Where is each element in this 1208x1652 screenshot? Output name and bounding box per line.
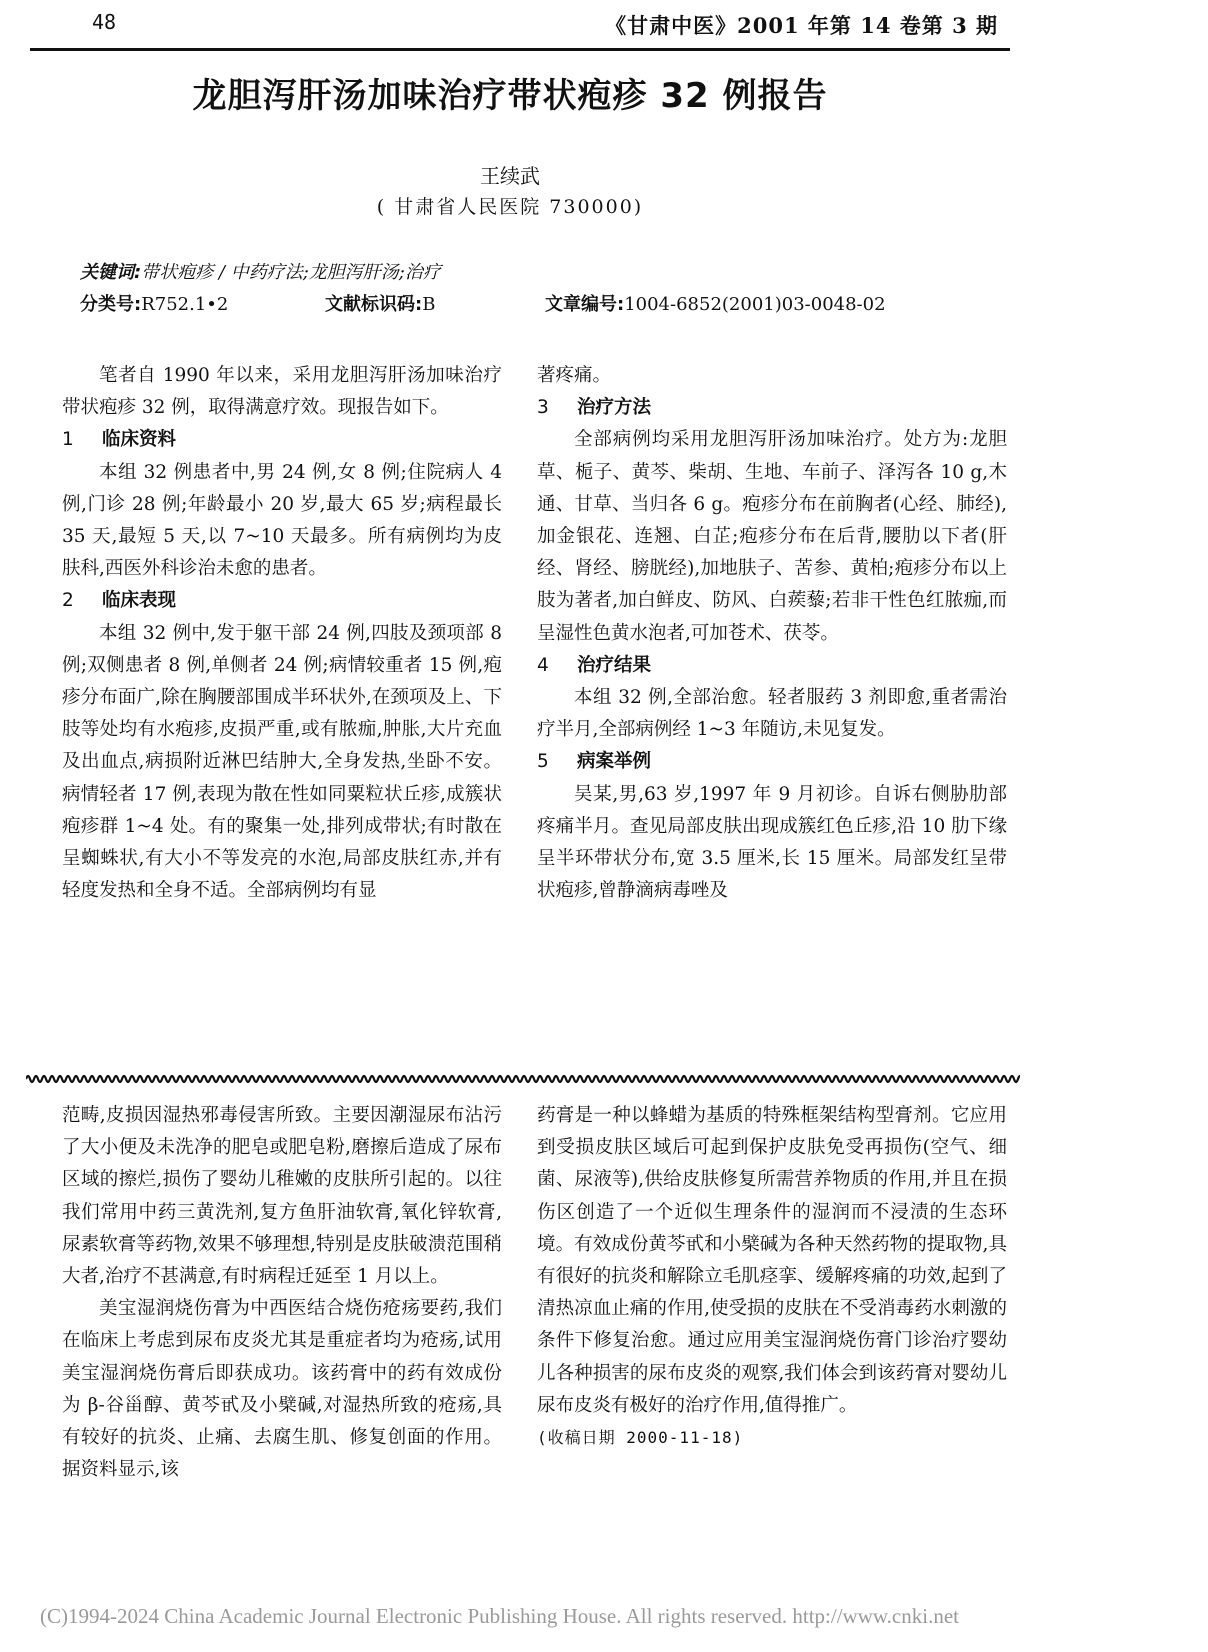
section-number: 5 [537, 751, 549, 773]
article-title: 龙胆泻肝汤加味治疗带状疱疹 32 例报告 [192, 76, 828, 116]
section-paragraph: 本组 32 例,全部治愈。轻者服药 3 剂即愈,重者需治疗半月,全部病例经 1~3 年随访,未见复发。 [537, 687, 1007, 741]
journal-header: 《甘肃中医》2001 年第 14 卷第 3 期 [605, 13, 998, 38]
received-date: (收稿日期 2000-11-18) [537, 1428, 744, 1448]
article-number-label: 文章编号: [545, 294, 625, 315]
section-heading [537, 392, 1007, 424]
header-rule [30, 48, 1010, 51]
section-title: 治疗结果 [577, 654, 652, 676]
section-number: 3 [537, 397, 549, 419]
wavy-divider [26, 1072, 1020, 1086]
document-code-value: B [422, 294, 436, 315]
section-heading [62, 585, 502, 617]
document-code-line [325, 290, 435, 316]
section-number: 1 [62, 429, 74, 451]
prev-paragraph-continued: 药膏是一种以蜂蜡为基质的特殊框架结构型膏剂。它应用到受损皮肤区域后可起到保护皮肤免受再损伤(空气、细菌、尿液等),供给皮肤修复所需营养物质的作用,并且在损伤区创造了一个近似生理条件的湿润而不浸渍的生态环境。有效成份黄芩甙和小檗碱为各种天然药物的提取物,具有很好的抗炎和解除立毛肌痉挛、缓解疼痛的功效,起到了清热凉血止痛的作用,使受损的皮肤在不受消毒药水刺激的条件下修复治愈。通过应用美宝湿润烧伤膏门诊治疗婴幼儿各种损害的尿布皮炎的观察,我们体会到该药膏对婴幼儿尿布皮炎有极好的治疗作用,值得推广。 [537, 1105, 1007, 1416]
classification-label: 分类号: [80, 294, 142, 315]
affiliation: ( 甘肃省人民医院 730000) [376, 196, 644, 218]
section-number: 2 [62, 590, 74, 612]
section-heading [537, 650, 1007, 682]
copyright-footer: (C)1994-2024 China Academic Journal Electronic Publishing House. All rights reserved. http://www.cnki.net [40, 1604, 959, 1628]
document-code-label: 文献标识码: [325, 294, 423, 315]
prev-article-column-left [62, 1100, 502, 1486]
prev-paragraph-continued: 范畴,皮损因湿热邪毒侵害所致。主要因潮湿尿布沾污了大小便及未洗净的肥皂或肥皂粉,磨擦后造成了尿布区域的擦烂,损伤了婴幼儿稚嫩的皮肤所引起的。以往我们常用中药三黄洗剂,复方鱼肝油软膏,氧化锌软膏,尿素软膏等药物,效果不够理想,特别是皮肤破溃范围稍大者,治疗不甚满意,有时病程迁延至 1 月以上。 [62, 1105, 502, 1288]
classification-value: R752.1•2 [141, 294, 229, 315]
section-number: 4 [537, 654, 549, 676]
section-paragraph: 本组 32 例中,发于躯干部 24 例,四肢及颈项部 8 例;双侧患者 8 例,单侧者 24 例;病情较重者 15 例,疱疹分布面广,除在胸腰部围成半环状外,在颈项及上、下肢等处均有水疱疹,皮损严重,或有脓痂,肿胀,大片充血及出血点,病损附近淋巴结肿大,全身发热,坐卧不安。病情轻者 17 例,表现为散在性如同粟粒状丘疹,成簇状疱疹群 1~4 处。有的聚集一处,排列成带状;有时散在呈蜘蛛状,有大小不等发亮的水泡,局部皮肤红赤,并有轻度发热和全身不适。全部病例均有显 [62, 622, 502, 902]
section-title: 病案举例 [577, 751, 652, 773]
section-heading [537, 746, 1007, 778]
author: 王续武 [480, 164, 540, 188]
page-number: 48 [92, 10, 117, 34]
article-number-line [545, 290, 886, 316]
section-title: 临床资料 [102, 429, 177, 451]
section-heading [62, 424, 502, 456]
section-paragraph-continued: 著疼痛。 [537, 365, 612, 386]
keywords-label: 关键词: [80, 262, 142, 283]
article-number-value: 1004-6852(2001)03-0048-02 [624, 294, 886, 315]
section-paragraph: 全部病例均采用龙胆泻肝汤加味治疗。处方为:龙胆草、栀子、黄芩、柴胡、生地、车前子、泽泻各 10 g,木通、甘草、当归各 6 g。疱疹分布在前胸者(心经、肺经),加金银花、连翘、白芷;疱疹分布在后背,腰肋以下者(肝经、肾经、膀胱经),加地肤子、苦参、黄柏;疱疹分布以上肢为著者,加白鲜皮、防风、白蒺藜;若非干性色红脓痂,而呈湿性色黄水泡者,可加苍术、茯苓。 [537, 429, 1007, 644]
article-column-left [62, 360, 502, 907]
section-paragraph: 吴某,男,63 岁,1997 年 9 月初诊。自诉右侧胁肋部疼痛半月。查见局部皮肤出现成簇红色丘疹,沿 10 肋下缘呈半环带状分布,宽 3.5 厘米,长 15 厘米。局部发红呈带状疱疹,曾静滴病毒唑及 [537, 783, 1007, 902]
section-title: 临床表现 [102, 590, 177, 612]
prev-article-column-right [537, 1100, 1007, 1454]
classification-line [80, 290, 228, 316]
intro-paragraph: 笔者自 1990 年以来，采用龙胆泻肝汤加味治疗带状疱疹 32 例，取得满意疗效。现报告如下。 [62, 365, 502, 419]
section-title: 治疗方法 [577, 397, 652, 419]
keywords-line [80, 258, 441, 284]
section-paragraph: 本组 32 例患者中,男 24 例,女 8 例;住院病人 4 例,门诊 28 例;年龄最小 20 岁,最大 65 岁;病程最长 35 天,最短 5 天,以 7~10 天最多。所有病例均为皮肤科,西医外科诊治未愈的患者。 [62, 461, 502, 580]
keywords: 带状疱疹 / 中药疗法;龙胆泻肝汤;治疗 [141, 262, 441, 283]
prev-paragraph: 美宝湿润烧伤膏为中西医结合烧伤疮疡要药,我们在临床上考虑到尿布皮炎尤其是重症者均为疮疡,试用美宝湿润烧伤膏后即获成功。该药膏中的药有效成份为 β-谷甾醇、黄芩甙及小檗碱,对湿热所致的疮疡,具有较好的抗炎、止痛、去腐生肌、修复创面的作用。据资料显示,该 [62, 1298, 502, 1481]
article-column-right [537, 360, 1007, 907]
